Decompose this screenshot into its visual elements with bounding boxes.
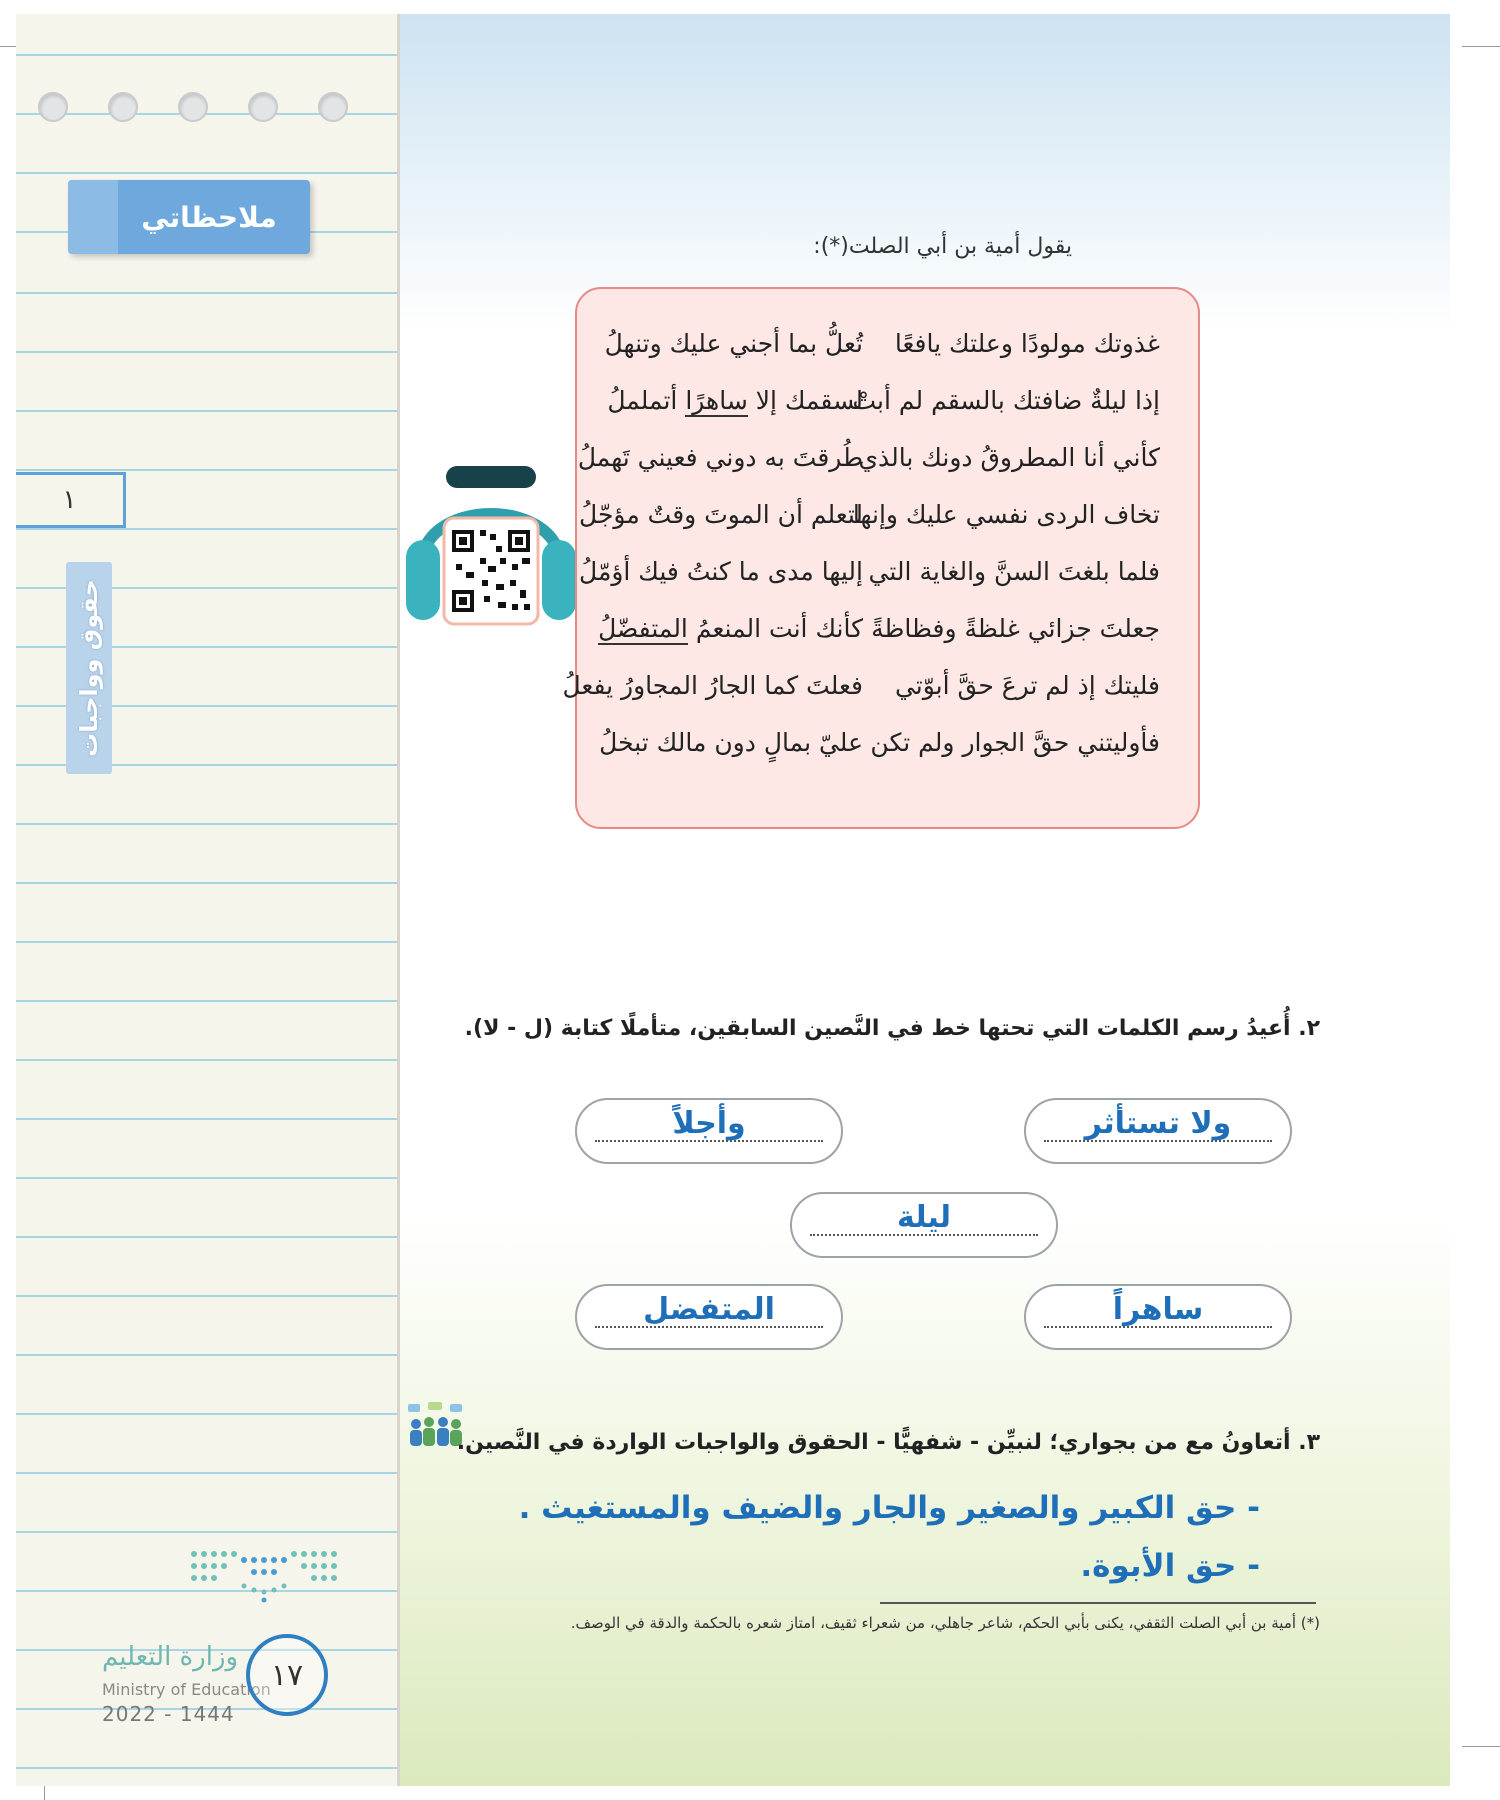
binder-hole: [248, 92, 278, 122]
poem-box: [562, 287, 1200, 829]
answer-field[interactable]: [790, 1192, 1058, 1258]
verse-second-half: إليها مدى ما كنتُ فيك أؤمّلُ: [579, 557, 863, 586]
question-2: ٢. أُعيدُ رسم الكلمات التي تحتها خط في النَّصين السابقين، متأملًا كتابة (ل - لا).: [464, 1016, 1320, 1041]
poem-attribution: يقول أمية بن أبي الصلت(*):: [813, 234, 1072, 259]
edition-year: 2022 - 1444: [102, 1702, 235, 1726]
verse-first-half: جعلتَ جزائي غلظةً وفظاظةً: [871, 614, 1160, 643]
answer-field[interactable]: [575, 1098, 843, 1164]
answer-field[interactable]: [1024, 1098, 1292, 1164]
verse-second-half: كأنك أنت المنعمُ المتفضّلُ: [598, 614, 863, 643]
unit-number: ١: [62, 485, 77, 515]
footnote: (*) أمية بن أبي الصلت الثقفي، يكنى بأبي الحكم، شاعر جاهلي، من شعراء ثقيف، امتاز شعره بالحكمة والدقة في الوصف.: [570, 1614, 1320, 1632]
answer-field[interactable]: [575, 1284, 843, 1350]
textbook-page: [16, 14, 1450, 1786]
notes-title-tab: [68, 180, 310, 254]
binder-hole: [38, 92, 68, 122]
binder-hole: [318, 92, 348, 122]
unit-title-tab: [66, 562, 112, 774]
main-content: [400, 14, 1450, 1786]
verse-first-half: فأوليتني حقَّ الجوار ولم تكن: [870, 728, 1160, 757]
verse-second-half: طُرقتَ به دوني فعيني تَهملُ: [577, 443, 863, 472]
verse-first-half: تخاف الردى نفسي عليك وإنها: [852, 500, 1160, 529]
verse-second-half: عليّ بمالٍ دون مالك تبخلُ: [599, 728, 863, 757]
underlined-word: المتفضّلُ: [598, 614, 688, 643]
question-3: ٣. أتعاونُ مع من بجواري؛ لنبيِّن - شفهيًّا - الحقوق والواجبات الواردة في النَّصين.: [456, 1430, 1320, 1455]
footnote-divider: [880, 1602, 1316, 1604]
answer-field[interactable]: [1024, 1284, 1292, 1350]
verse-first-half: كأني أنا المطروقُ دونك بالذي: [858, 443, 1160, 472]
verse-first-half: فلما بلغتَ السنَّ والغاية التي: [868, 557, 1160, 586]
answer-text: المتفضل: [643, 1292, 775, 1327]
ministry-logo-icon: [184, 1546, 344, 1606]
answer-text: ساهراً: [1112, 1292, 1204, 1327]
verse-second-half: لسقمك إلا ساهرًا أتململُ: [607, 386, 863, 415]
audio-qr-icon[interactable]: [400, 454, 582, 630]
binder-hole: [108, 92, 138, 122]
notes-sidebar: [16, 14, 400, 1786]
verse-first-half: غذوتك مولودًا وعلتك يافعًا: [894, 329, 1160, 358]
answer-text: ولا تستأثر: [1084, 1106, 1232, 1141]
verse-second-half: فعلتَ كما الجارُ المجاورُ يفعلُ: [562, 671, 863, 700]
notes-title: ملاحظاتي: [141, 200, 277, 234]
answer-text: ليلة: [897, 1200, 951, 1235]
answer-line: - حق الكبير والصغير والجار والضيف والمستغيث .: [518, 1490, 1260, 1526]
ministry-name-arabic: وزارة التعليم: [102, 1642, 239, 1672]
unit-number-box: [16, 472, 126, 528]
answer-line: - حق الأبوة.: [1080, 1548, 1260, 1584]
ministry-name-english: Ministry of Education: [102, 1680, 271, 1699]
verse-second-half: تُعلُّ بما أجني عليك وتنهلُ: [604, 329, 863, 358]
page-number: ١٧: [246, 1634, 328, 1716]
answer-text: وأجلاً: [672, 1106, 746, 1141]
verse-second-half: لتعلم أن الموتَ وقتٌ مؤجّلُ: [579, 500, 863, 529]
binder-hole: [178, 92, 208, 122]
verse-first-half: فليتك إذ لم ترعَ حقَّ أبوّتي: [894, 671, 1160, 700]
unit-title: حقوق وواجبات: [75, 579, 103, 757]
verse-first-half: إذا ليلةٌ ضافتك بالسقم لم أبتْ: [852, 386, 1160, 415]
underlined-word: ساهرًا: [685, 386, 748, 415]
